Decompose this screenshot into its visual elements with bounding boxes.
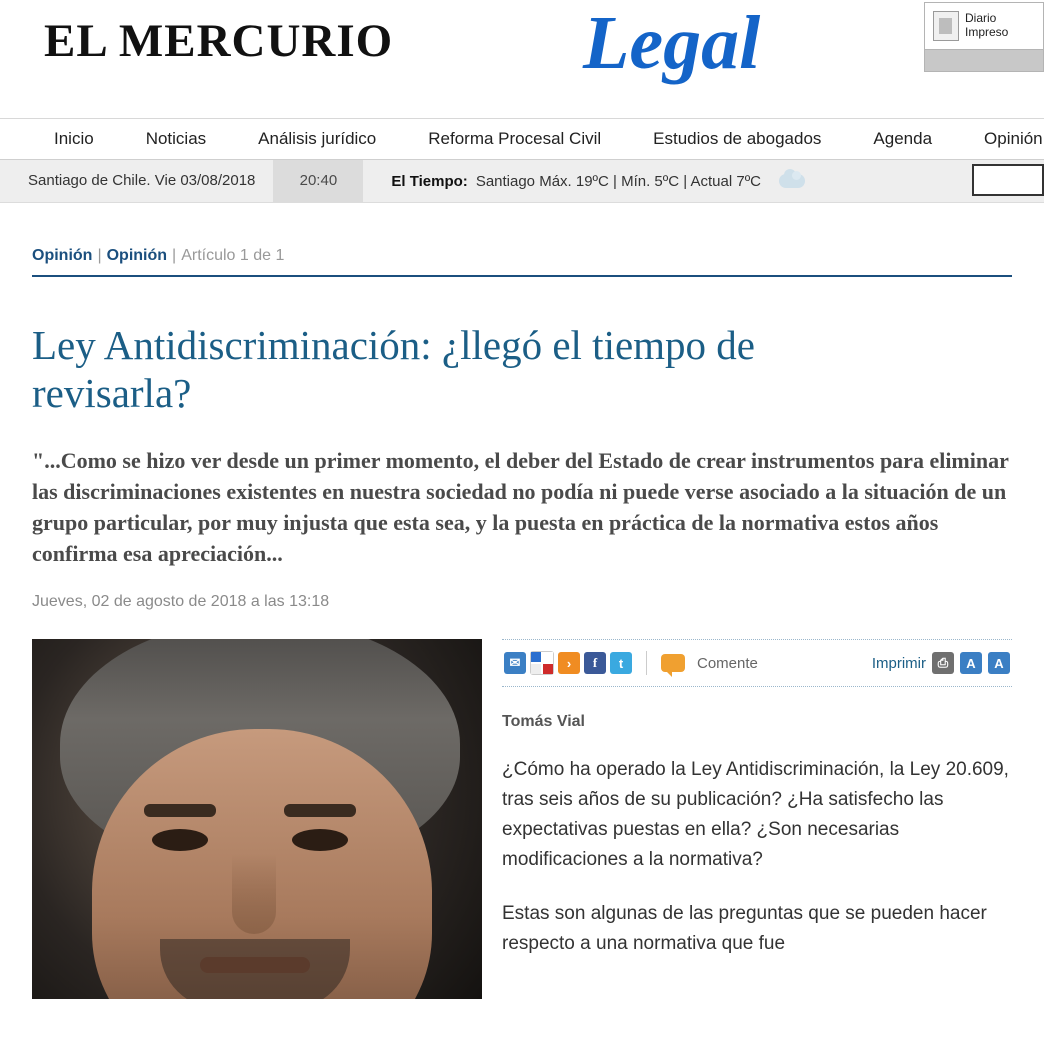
nav-item-agenda[interactable]: Agenda (873, 129, 933, 148)
cloud-icon (779, 174, 805, 188)
breadcrumb (32, 247, 1012, 277)
rss-icon[interactable]: › (558, 652, 580, 674)
content-area (0, 247, 1044, 999)
weather-values: Santiago Máx. 19ºC | Mín. 5ºC | Actual 7ºC (475, 172, 762, 190)
breadcrumb-position: Artículo 1 de 1 (181, 247, 285, 264)
font-increase-icon[interactable]: A (988, 652, 1010, 674)
article-author: Tomás Vial (502, 713, 585, 730)
delicious-icon[interactable] (530, 651, 554, 675)
printer-icon[interactable]: ⎙ (932, 652, 954, 674)
share-right-group (872, 652, 1010, 674)
share-toolbar (502, 639, 1012, 687)
comment-label[interactable]: Comente (697, 654, 758, 672)
diario-impreso-widget[interactable] (924, 2, 1044, 72)
breadcrumb-section[interactable]: Opinión (32, 247, 93, 264)
print-label[interactable]: Imprimir (871, 654, 926, 672)
article-body (32, 639, 1012, 999)
breadcrumb-subsection[interactable]: Opinión (106, 247, 168, 264)
email-icon[interactable]: ✉ (504, 652, 526, 674)
facebook-icon[interactable]: f (584, 652, 606, 674)
article-paragraph: Estas son algunas de las preguntas que se pueden hacer respecto a una normativa que fue (502, 903, 987, 954)
author-photo (32, 639, 482, 999)
clock-label: 20:40 (273, 160, 363, 202)
weather-title: El Tiempo: (391, 172, 468, 190)
site-logo[interactable]: EL MERCURIO (44, 15, 394, 67)
nav-item-analisis-juridico[interactable]: Análisis jurídico (258, 129, 377, 148)
nav-item-estudios-de-abogados[interactable]: Estudios de abogados (653, 129, 822, 148)
legal-section-logo[interactable]: Legal (583, 1, 761, 85)
info-bar (0, 160, 1044, 203)
nav-item-opinion[interactable]: Opinión (984, 129, 1043, 148)
nav-item-noticias[interactable]: Noticias (145, 129, 207, 148)
article-column (502, 639, 1012, 999)
toolbar-divider (646, 651, 647, 675)
search-input[interactable] (972, 164, 1044, 196)
city-date-label: Santiago de Chile. Vie 03/08/2018 (28, 172, 256, 189)
main-navigation (0, 119, 1044, 160)
breadcrumb-divider: | (172, 247, 177, 264)
article-date: Jueves, 02 de agosto de 2018 a las 13:18 (32, 593, 330, 610)
diario-impreso-line1: Diario (965, 11, 997, 25)
masthead (0, 0, 1044, 119)
nav-item-inicio[interactable]: Inicio (54, 129, 94, 148)
comment-bubble-icon[interactable] (661, 654, 685, 672)
breadcrumb-divider: | (97, 247, 102, 264)
article-paragraph: ¿Cómo ha operado la Ley Antidiscriminación, la Ley 20.609, tras seis años de su publicación? ¿Ha satisfecho las expectativas puestas en ella? ¿Son necesarias modificaciones a la normativa? (502, 759, 1009, 870)
diario-impreso-footer-bar (925, 49, 1043, 71)
diario-impreso-line2: Impreso (965, 25, 1009, 39)
page-title: Ley Antidiscriminación: ¿llegó el tiempo de revisarla? (32, 322, 756, 416)
weather-widget (363, 173, 805, 190)
twitter-icon[interactable]: t (610, 652, 632, 674)
article-lead: "...Como se hizo ver desde un primer momento, el deber del Estado de crear instrumentos para eliminar las discriminaciones existentes en nuestra sociedad no podía ni puede verse asociado a la situación de un grupo particular, por muy injusta que esta sea, y la puesta en práctica de la normativa estos años confirma esa apreciación... (32, 448, 1009, 566)
font-decrease-icon[interactable]: A (960, 652, 982, 674)
nav-item-reforma-procesal-civil[interactable]: Reforma Procesal Civil (428, 129, 602, 148)
newspaper-thumbnail-icon (933, 11, 959, 41)
